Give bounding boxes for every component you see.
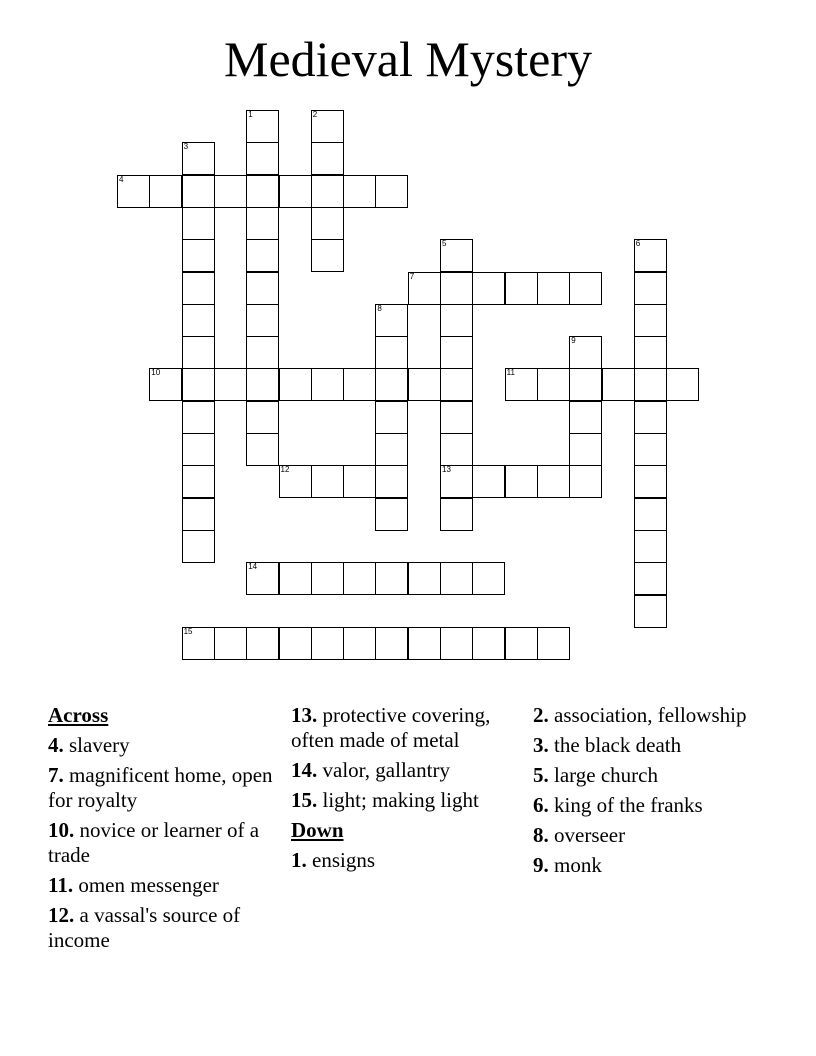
- cell-number: 6: [635, 239, 641, 249]
- grid-cell[interactable]: [408, 272, 441, 305]
- grid-cell[interactable]: [182, 498, 215, 531]
- clue-across-13: 13. protective covering, often made of metal: [291, 703, 491, 752]
- grid-cell[interactable]: [375, 175, 408, 208]
- grid-cell[interactable]: [182, 142, 215, 175]
- grid-cell[interactable]: [343, 368, 376, 401]
- grid-cell[interactable]: [440, 498, 473, 531]
- grid-cell[interactable]: [634, 272, 667, 305]
- cell-number: 14: [248, 562, 258, 572]
- grid-cell[interactable]: [311, 142, 344, 175]
- cell-number: 10: [151, 368, 161, 378]
- grid-cell[interactable]: [569, 368, 602, 401]
- clue-down-3: 3. the black death: [533, 733, 682, 757]
- grid-cell[interactable]: [440, 239, 473, 272]
- grid-cell[interactable]: [505, 465, 538, 498]
- grid-cell[interactable]: [472, 465, 505, 498]
- grid-cell[interactable]: [440, 272, 473, 305]
- down-heading: Down: [291, 818, 344, 842]
- grid-cell[interactable]: [537, 272, 570, 305]
- cell-number: 15: [183, 626, 193, 636]
- grid-cell[interactable]: [246, 433, 279, 466]
- grid-cell[interactable]: [375, 498, 408, 531]
- grid-cell[interactable]: [375, 304, 408, 337]
- grid-cell[interactable]: [440, 336, 473, 369]
- grid-cell[interactable]: [440, 304, 473, 337]
- cell-number: 11: [506, 368, 515, 378]
- grid-cell[interactable]: [246, 304, 279, 337]
- clue-down-1: 1. ensigns: [291, 848, 375, 872]
- grid-cell[interactable]: [182, 465, 215, 498]
- grid-cell[interactable]: [634, 530, 667, 563]
- grid-cell[interactable]: [311, 239, 344, 272]
- grid-cell[interactable]: [311, 207, 344, 240]
- clue-down-9: 9. monk: [533, 853, 602, 877]
- grid-cell[interactable]: [246, 207, 279, 240]
- grid-cell[interactable]: [279, 627, 312, 660]
- grid-cell[interactable]: [375, 465, 408, 498]
- grid-cell[interactable]: [375, 368, 408, 401]
- cell-number: 7: [409, 271, 415, 281]
- grid-cell[interactable]: [246, 562, 279, 595]
- grid-cell[interactable]: [279, 562, 312, 595]
- grid-cell[interactable]: [569, 401, 602, 434]
- grid-cell[interactable]: [634, 433, 667, 466]
- clue-across-14: 14. valor, gallantry: [291, 758, 450, 782]
- clue-across-7: 7. magnificent home, open for royalty: [48, 763, 273, 812]
- grid-cell[interactable]: [440, 562, 473, 595]
- clue-across-11: 11. omen messenger: [48, 873, 219, 897]
- grid-cell[interactable]: [440, 465, 473, 498]
- grid-cell[interactable]: [214, 627, 247, 660]
- grid-cell[interactable]: [311, 562, 344, 595]
- grid-cell[interactable]: [279, 465, 312, 498]
- grid-cell[interactable]: [408, 368, 441, 401]
- grid-cell[interactable]: [246, 336, 279, 369]
- grid-cell[interactable]: [311, 465, 344, 498]
- grid-cell[interactable]: [343, 627, 376, 660]
- grid-cell[interactable]: [246, 142, 279, 175]
- cell-number: 1: [248, 110, 253, 119]
- grid-cell[interactable]: [279, 175, 312, 208]
- grid-cell[interactable]: [311, 368, 344, 401]
- grid-cell[interactable]: [472, 562, 505, 595]
- grid-cell[interactable]: [343, 465, 376, 498]
- grid-cell[interactable]: [537, 368, 570, 401]
- grid-cell[interactable]: [149, 368, 182, 401]
- grid-cell[interactable]: [537, 627, 570, 660]
- grid-cell[interactable]: [246, 239, 279, 272]
- clue-across-15: 15. light; making light: [291, 788, 479, 812]
- grid-cell[interactable]: [634, 368, 667, 401]
- cell-number: 9: [571, 336, 576, 346]
- grid-cell[interactable]: [408, 627, 441, 660]
- grid-cell[interactable]: [182, 304, 215, 337]
- grid-cell[interactable]: [634, 401, 667, 434]
- grid-cell[interactable]: [440, 368, 473, 401]
- grid-cell[interactable]: [343, 562, 376, 595]
- clues-column-1: [48, 703, 284, 958]
- clue-down-2: 2. association, fellowship: [533, 703, 747, 727]
- grid-cell[interactable]: [634, 336, 667, 369]
- clue-across-10: 10. novice or learner of a trade: [48, 818, 260, 867]
- grid-cell[interactable]: [505, 368, 538, 401]
- grid-cell[interactable]: [634, 562, 667, 595]
- grid-cell[interactable]: [569, 336, 602, 369]
- grid-cell[interactable]: [246, 627, 279, 660]
- cell-number: 5: [442, 239, 447, 249]
- grid-cell[interactable]: [311, 175, 344, 208]
- grid-cell[interactable]: [311, 627, 344, 660]
- grid-cell[interactable]: [311, 110, 344, 143]
- grid-cell[interactable]: [440, 433, 473, 466]
- grid-cell[interactable]: [182, 433, 215, 466]
- grid-cell[interactable]: [279, 368, 312, 401]
- clue-down-6: 6. king of the franks: [533, 793, 703, 817]
- grid-cell[interactable]: [375, 401, 408, 434]
- grid-cell[interactable]: [375, 627, 408, 660]
- grid-cell[interactable]: [214, 175, 247, 208]
- cell-number: 8: [377, 303, 382, 313]
- grid-cell[interactable]: [602, 368, 635, 401]
- grid-cell[interactable]: [408, 562, 441, 595]
- cell-number: 13: [442, 465, 451, 475]
- cell-number: 3: [183, 142, 189, 152]
- grid-cell[interactable]: [182, 530, 215, 563]
- grid-cell[interactable]: [149, 175, 182, 208]
- grid-cell[interactable]: [440, 627, 473, 660]
- clue-across-12: 12. a vassal's source of income: [48, 903, 241, 952]
- grid-cell[interactable]: [246, 368, 279, 401]
- grid-cell[interactable]: [537, 465, 570, 498]
- grid-cell[interactable]: [569, 272, 602, 305]
- grid-cell[interactable]: [117, 175, 150, 208]
- cell-number: 4: [119, 174, 124, 184]
- cell-number: 2: [312, 110, 318, 119]
- grid-cell[interactable]: [634, 239, 667, 272]
- grid-cell[interactable]: [182, 368, 215, 401]
- grid-cell[interactable]: [182, 239, 215, 272]
- grid-cell[interactable]: [182, 272, 215, 305]
- grid-cell[interactable]: [246, 175, 279, 208]
- grid-cell[interactable]: [246, 401, 279, 434]
- grid-cell[interactable]: [634, 595, 667, 628]
- grid-cell[interactable]: [569, 465, 602, 498]
- grid-cell[interactable]: [634, 498, 667, 531]
- clue-down-5: 5. large church: [533, 763, 658, 787]
- grid-cell[interactable]: [182, 401, 215, 434]
- grid-cell[interactable]: [182, 627, 215, 660]
- grid-cell[interactable]: [182, 207, 215, 240]
- grid-cell[interactable]: [375, 336, 408, 369]
- grid-cell[interactable]: [375, 562, 408, 595]
- grid-cell[interactable]: [440, 401, 473, 434]
- grid-cell[interactable]: [634, 304, 667, 337]
- clues-column-2: [291, 703, 521, 878]
- puzzle-title: Medieval Mystery: [224, 31, 592, 87]
- across-heading: Across: [48, 703, 109, 727]
- cell-number: 12: [280, 465, 290, 475]
- grid-cell[interactable]: [375, 433, 408, 466]
- grid-cell[interactable]: [472, 627, 505, 660]
- grid-cell[interactable]: [569, 433, 602, 466]
- grid-cell[interactable]: [505, 272, 538, 305]
- grid-cell[interactable]: [246, 272, 279, 305]
- grid-cell[interactable]: [343, 175, 376, 208]
- grid-cell[interactable]: [666, 368, 699, 401]
- clues-column-3: [533, 703, 773, 883]
- clue-across-4: 4. slavery: [48, 733, 130, 757]
- grid-cell[interactable]: [214, 368, 247, 401]
- grid-cell[interactable]: [182, 175, 215, 208]
- clue-down-8: 8. overseer: [533, 823, 626, 847]
- grid-cell[interactable]: [472, 272, 505, 305]
- grid-cell[interactable]: [505, 627, 538, 660]
- grid-cell[interactable]: [634, 465, 667, 498]
- grid-cell[interactable]: [246, 110, 279, 143]
- grid-cell[interactable]: [182, 336, 215, 369]
